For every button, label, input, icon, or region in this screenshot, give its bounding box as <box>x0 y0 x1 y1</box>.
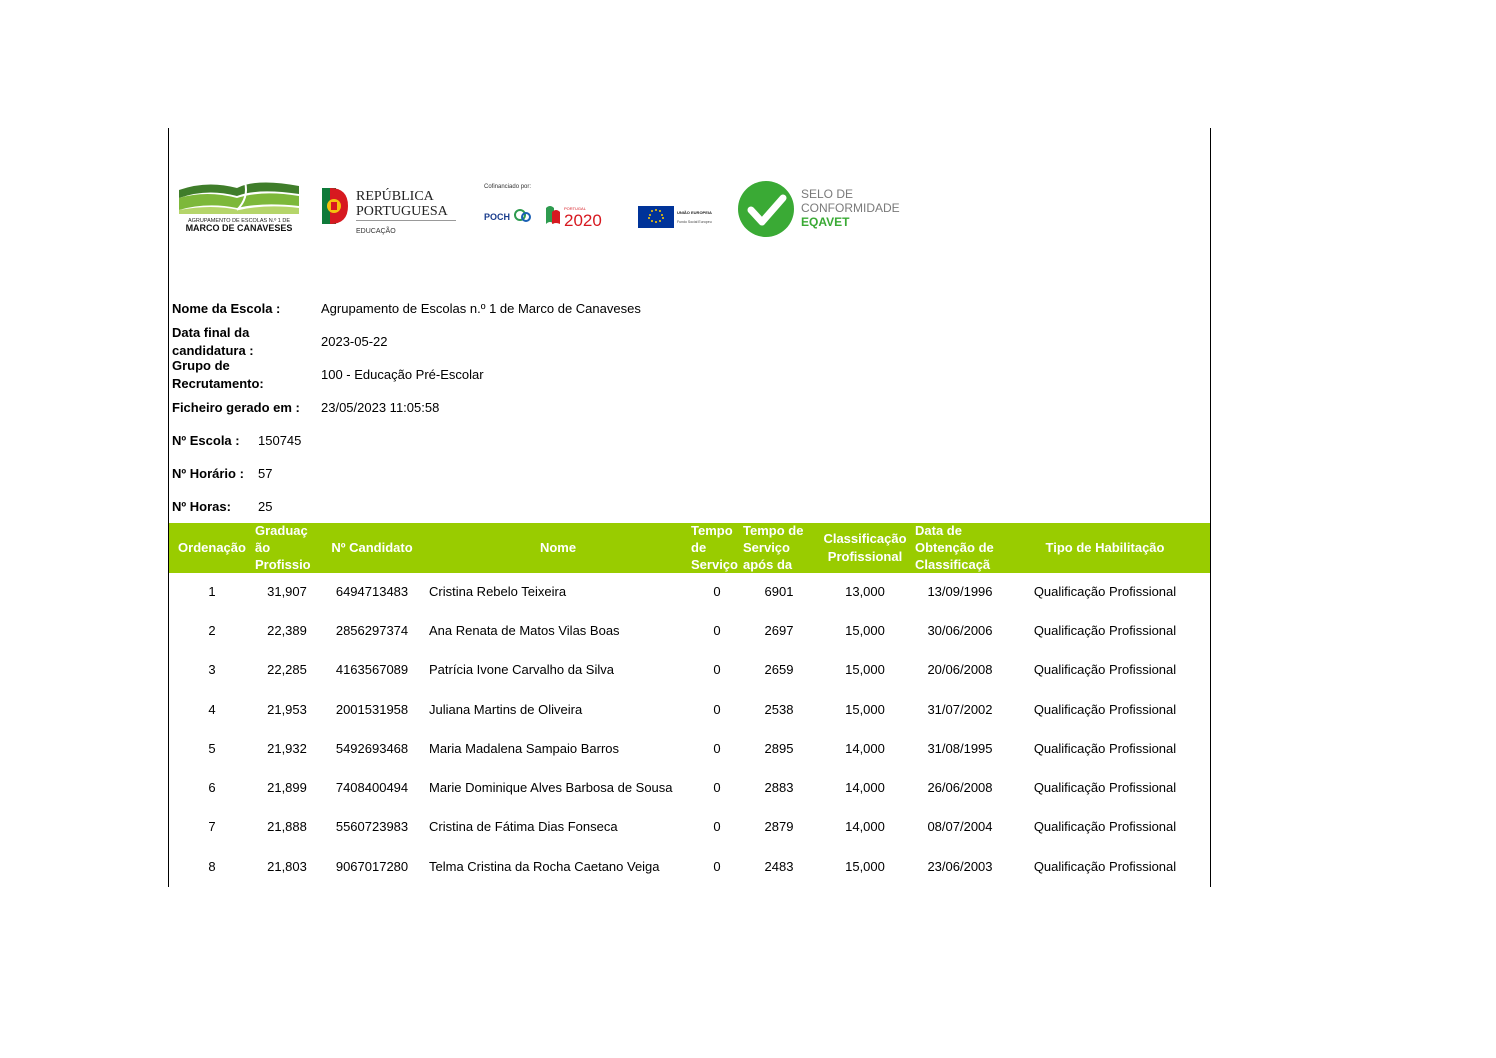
cell-nome: Ana Renata de Matos Vilas Boas <box>429 623 620 638</box>
cell-tempo: 0 <box>713 780 721 795</box>
cell-ordenacao: 5 <box>208 741 216 756</box>
cell-tempo-apos: 2538 <box>764 702 794 717</box>
escola-label: Nome da Escola : <box>172 301 281 316</box>
cell-classificacao: 14,000 <box>845 741 885 756</box>
header-classificacao: Classificação Profissional <box>823 531 907 564</box>
cell-tempo-apos: 2659 <box>764 662 794 677</box>
cell-tempo-apos: 2879 <box>764 819 794 834</box>
cell-nome: Patrícia Ivone Carvalho da Silva <box>429 662 614 677</box>
cell-tipo: Qualificação Profissional <box>1033 623 1177 638</box>
escola-value: Agrupamento de Escolas n.º 1 de Marco de Canaveses <box>321 301 641 316</box>
n-escola-value: 150745 <box>258 433 302 448</box>
cell-candidato: 2856297374 <box>335 623 409 638</box>
n-horario-value: 57 <box>258 466 273 481</box>
header-data-obtencao: Data de Obtenção de Classificaçã <box>915 523 994 572</box>
cell-data: 31/07/2002 <box>927 702 993 717</box>
cell-nome: Cristina de Fátima Dias Fonseca <box>429 819 618 834</box>
cell-classificacao: 14,000 <box>845 780 885 795</box>
cell-ordenacao: 1 <box>208 584 216 599</box>
cell-tempo-apos: 2697 <box>764 623 794 638</box>
cofin-label: Cofinanciado por: <box>484 184 532 190</box>
poch-logo-text: POCH <box>484 212 511 222</box>
cell-data: 08/07/2004 <box>927 819 993 834</box>
data-final-label-line1: Data final da <box>172 325 250 340</box>
cell-ordenacao: 2 <box>208 623 216 638</box>
table-row <box>169 739 1210 759</box>
cell-nome: Maria Madalena Sampaio Barros <box>429 741 620 756</box>
cell-ordenacao: 8 <box>208 859 216 874</box>
table-row <box>169 660 1210 680</box>
republica-portuguesa-logo <box>320 184 460 236</box>
cell-classificacao: 15,000 <box>845 623 885 638</box>
cell-tempo-apos: 2483 <box>764 859 794 874</box>
cell-tempo: 0 <box>713 623 721 638</box>
ue-line1: UNIÃO EUROPEIA <box>677 210 712 215</box>
eqavet-line1: SELO DE <box>801 187 854 201</box>
grupo-value: 100 - Educação Pré-Escolar <box>321 367 484 382</box>
table-row <box>169 817 1210 837</box>
n-escola-label: Nº Escola : <box>172 433 240 448</box>
rp-line2: PORTUGUESA <box>356 204 448 219</box>
cell-ordenacao: 3 <box>208 662 216 677</box>
marco-logo-line2: MARCO DE CANAVESES <box>185 223 293 233</box>
cell-tempo: 0 <box>713 819 721 834</box>
cell-tempo: 0 <box>713 584 721 599</box>
table-row <box>169 582 1210 602</box>
cell-nome: Juliana Martins de Oliveira <box>429 702 583 717</box>
cell-candidato: 6494713483 <box>335 584 409 599</box>
table-header <box>169 523 1210 573</box>
grupo-label-line2: Recrutamento: <box>172 376 264 391</box>
cell-tempo-apos: 6901 <box>764 584 794 599</box>
rp-line3: EDUCAÇÃO <box>356 228 396 235</box>
n-horas-value: 25 <box>258 499 273 514</box>
cell-tempo: 0 <box>713 702 721 717</box>
cell-graduacao: 21,899 <box>267 780 307 795</box>
header-graduacao: Graduaç ão Profissio <box>255 523 311 572</box>
cell-nome: Marie Dominique Alves Barbosa de Sousa <box>429 780 673 795</box>
cell-ordenacao: 6 <box>208 780 216 795</box>
cell-graduacao: 21,888 <box>267 819 307 834</box>
cell-candidato: 7408400494 <box>335 780 409 795</box>
cell-graduacao: 22,285 <box>267 662 307 677</box>
cell-data: 20/06/2008 <box>927 662 993 677</box>
cell-nome: Telma Cristina da Rocha Caetano Veiga <box>429 859 660 874</box>
ue-line2: Fundo Social Europeu <box>677 220 712 224</box>
cell-graduacao: 21,953 <box>267 702 307 717</box>
cell-data: 31/08/1995 <box>927 741 993 756</box>
header-tempo-servico: Tempo de Serviço <box>691 523 738 572</box>
cell-candidato: 2001531958 <box>335 702 409 717</box>
pt2020-year: 2020 <box>564 211 602 230</box>
cell-tipo: Qualificação Profissional <box>1033 780 1177 795</box>
cell-tipo: Qualificação Profissional <box>1033 819 1177 834</box>
cell-tempo: 0 <box>713 859 721 874</box>
eqavet-line3: EQAVET <box>801 215 850 229</box>
cell-classificacao: 14,000 <box>845 819 885 834</box>
cell-candidato: 9067017280 <box>335 859 409 874</box>
cell-candidato: 4163567089 <box>335 662 409 677</box>
cell-tempo: 0 <box>713 741 721 756</box>
cell-tempo-apos: 2895 <box>764 741 794 756</box>
marco-canaveses-logo <box>177 180 301 236</box>
table-row <box>169 778 1210 798</box>
cell-graduacao: 22,389 <box>267 623 307 638</box>
ficheiro-value: 23/05/2023 11:05:58 <box>321 400 440 415</box>
cell-data: 13/09/1996 <box>927 584 993 599</box>
cell-graduacao: 21,803 <box>267 859 307 874</box>
header-ordenacao: Ordenação <box>178 540 246 555</box>
cell-nome: Cristina Rebelo Teixeira <box>429 584 567 599</box>
cell-classificacao: 15,000 <box>845 702 885 717</box>
header-candidato: Nº Candidato <box>331 540 413 555</box>
header-tempo-apos: Tempo de Serviço após da <box>743 523 804 572</box>
cell-tipo: Qualificação Profissional <box>1033 741 1177 756</box>
cell-classificacao: 15,000 <box>845 662 885 677</box>
portugal-text: PORTUGAL <box>564 206 586 211</box>
cell-graduacao: 31,907 <box>267 584 307 599</box>
cell-ordenacao: 4 <box>208 702 216 717</box>
header-tipo-habilitacao: Tipo de Habilitação <box>1045 540 1165 555</box>
cell-tipo: Qualificação Profissional <box>1033 702 1177 717</box>
eqavet-line2: CONFORMIDADE <box>801 201 900 215</box>
cell-tipo: Qualificação Profissional <box>1033 859 1177 874</box>
rp-line1: REPÚBLICA <box>356 189 434 204</box>
cell-candidato: 5492693468 <box>335 741 409 756</box>
cell-data: 30/06/2006 <box>927 623 993 638</box>
cell-classificacao: 13,000 <box>845 584 885 599</box>
cell-data: 26/06/2008 <box>927 780 993 795</box>
data-final-value: 2023-05-22 <box>321 334 388 349</box>
page-frame-right <box>1210 128 1211 887</box>
n-horas-label: Nº Horas: <box>172 499 231 514</box>
cell-tipo: Qualificação Profissional <box>1033 584 1177 599</box>
header-nome: Nome <box>539 540 577 555</box>
page-frame-left <box>168 128 169 887</box>
table-row <box>169 621 1210 641</box>
cell-data: 23/06/2003 <box>927 859 993 874</box>
data-final-label-line2: candidatura : <box>172 343 254 358</box>
ficheiro-label: Ficheiro gerado em : <box>172 400 300 415</box>
eqavet-seal-logo <box>737 180 907 238</box>
cell-tempo-apos: 2883 <box>764 780 794 795</box>
marco-logo-line1: AGRUPAMENTO DE ESCOLAS N.º 1 DE <box>187 218 291 224</box>
cell-candidato: 5560723983 <box>335 819 409 834</box>
table-row <box>169 857 1210 877</box>
cell-classificacao: 15,000 <box>845 859 885 874</box>
cell-tempo: 0 <box>713 662 721 677</box>
cell-tipo: Qualificação Profissional <box>1033 662 1177 677</box>
cell-graduacao: 21,932 <box>267 741 307 756</box>
grupo-label-line1: Grupo de <box>172 358 230 373</box>
cofinanciado-logos <box>482 182 722 232</box>
table-row <box>169 700 1210 720</box>
cell-ordenacao: 7 <box>208 819 216 834</box>
n-horario-label: Nº Horário : <box>172 466 244 481</box>
